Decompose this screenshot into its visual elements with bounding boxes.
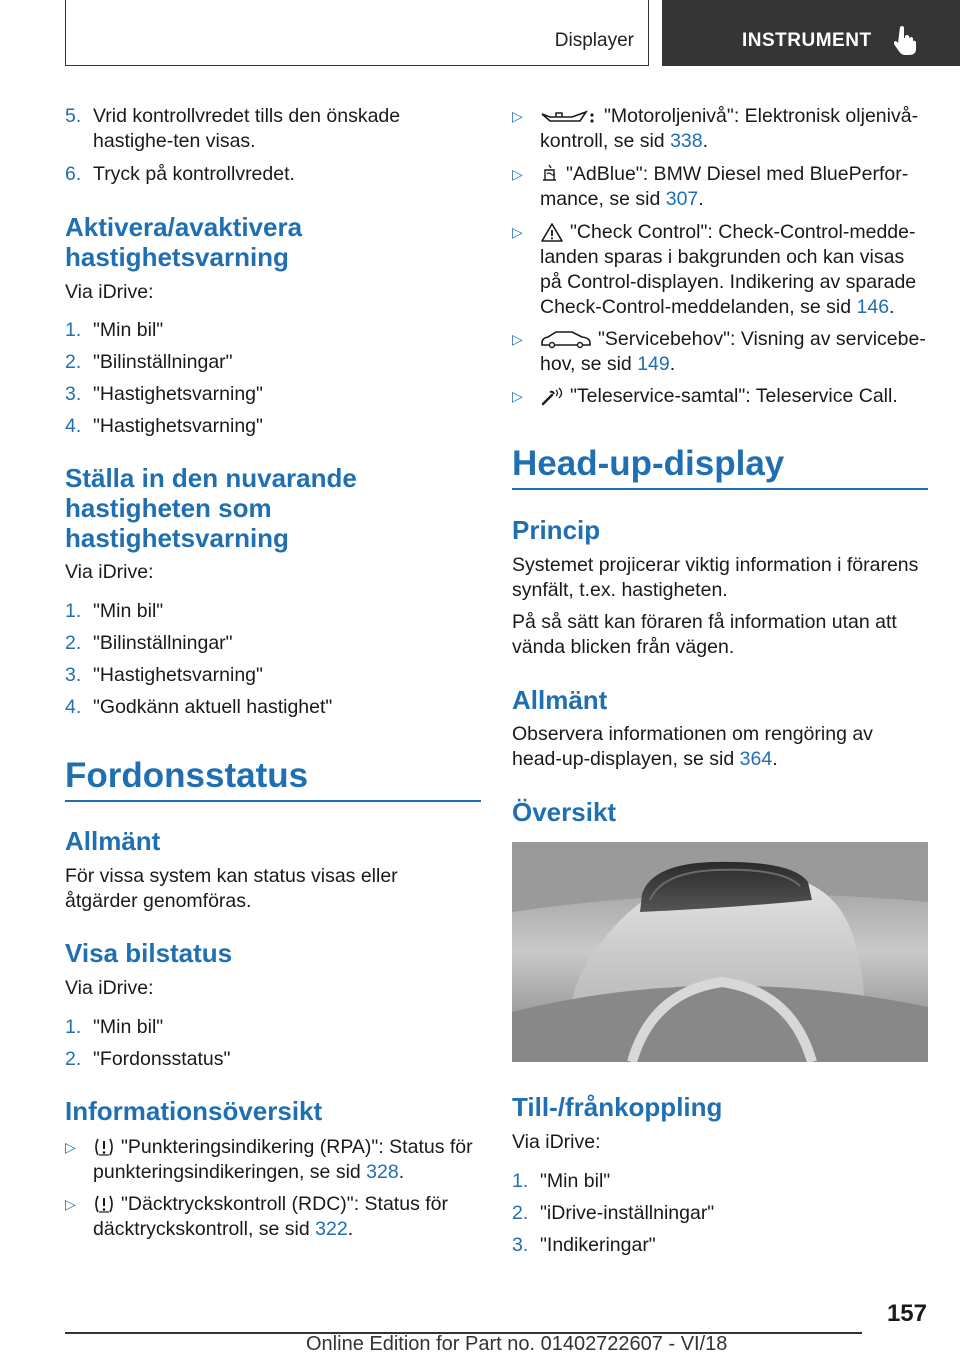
info-item-end: . — [347, 1218, 354, 1240]
info-item — [540, 220, 928, 320]
section-intro: Via iDrive: — [65, 977, 154, 999]
footer-edition: Online Edition for Part no. 01402722607 - VI/18 — [306, 1333, 728, 1355]
info-item-end: . — [398, 1161, 405, 1183]
section-text-body: Observera informationen om rengöring av head-up-displayen, se sid — [512, 723, 873, 770]
bullet-marker: ▷ — [512, 224, 523, 240]
step-text: "Indikeringar" — [540, 1234, 656, 1256]
header-section-title: Displayer — [554, 30, 634, 51]
step-text: "Hastighetsvarning" — [93, 383, 263, 405]
step-number: 3. — [65, 383, 82, 405]
service-car-icon — [540, 329, 592, 349]
heading-rule — [65, 800, 481, 802]
tire-warning-icon — [93, 1137, 115, 1157]
info-item-text: "Punkteringsindikering (RPA)": Status för punkteringsindikeringen, se sid — [93, 1136, 473, 1183]
step-text: "iDrive-inställningar" — [540, 1202, 715, 1224]
head-up-display-photo — [512, 842, 928, 1062]
section-text — [512, 722, 928, 772]
section-text: På så sätt kan föraren få information utan att vända blicken från vägen. — [512, 611, 897, 658]
info-item-text: "Motoroljenivå": Elektronisk oljenivå-kontroll, se sid — [540, 105, 919, 152]
section-text: För vissa system kan status visas eller åtgärder genomföras. — [65, 865, 398, 912]
oil-can-icon — [540, 108, 598, 126]
step-text: "Min bil" — [93, 600, 164, 622]
step-text: "Min bil" — [540, 1170, 611, 1192]
info-item — [540, 162, 928, 212]
step-number: 4. — [65, 415, 82, 437]
section-intro: Via iDrive: — [65, 561, 154, 583]
section-text: Systemet projicerar viktig information i förarens synfält, t.ex. hastigheten. — [512, 554, 919, 601]
info-item — [93, 1135, 481, 1185]
chapter-tab[interactable] — [662, 0, 960, 66]
heading-rule — [512, 488, 928, 490]
section-intro: Via iDrive: — [65, 281, 154, 303]
info-item-text: "Servicebehov": Visning av servicebe-hov, se sid — [540, 328, 926, 375]
step-text: "Bilinställningar" — [93, 632, 233, 654]
warning-triangle-icon — [540, 222, 564, 242]
bullet-marker: ▷ — [512, 388, 523, 404]
chapter-tab-label: INSTRUMENT — [742, 30, 872, 51]
bullet-marker: ▷ — [512, 108, 523, 124]
page-link[interactable]: 322 — [315, 1218, 348, 1240]
step-number: 1. — [65, 1016, 82, 1038]
step-text: "Godkänn aktuell hastighet" — [93, 696, 333, 718]
page-link[interactable]: 149 — [637, 353, 670, 375]
section-heading: Översikt — [512, 797, 617, 827]
section-heading: Ställa in den nuvarande hastigheten som hastighetsvarning — [65, 463, 357, 553]
info-item-text: "Teleservice-samtal": Teleservice Call. — [570, 385, 898, 407]
step-number: 4. — [65, 696, 82, 718]
step-text: "Bilinställningar" — [93, 351, 233, 373]
step-text: "Hastighetsvarning" — [93, 664, 263, 686]
bullet-marker: ▷ — [65, 1196, 76, 1212]
page-link[interactable]: 146 — [856, 296, 890, 318]
info-item-end: . — [698, 188, 704, 210]
adblue-icon — [540, 164, 560, 184]
bullet-marker: ▷ — [512, 166, 523, 182]
info-item-text: "Check Control": Check-Control-medde-landen sparas i bakgrunden och kan visas på Control-displayen. Indikering av sparade Check-Control-meddelanden, se sid — [540, 221, 917, 318]
pointing-hand-icon — [894, 25, 916, 55]
info-item-end: . — [889, 296, 895, 318]
bullet-marker: ▷ — [65, 1139, 76, 1155]
step-number: 3. — [512, 1234, 529, 1256]
info-item-text: "AdBlue": BMW Diesel med BluePerfor-mance, se sid — [540, 163, 909, 210]
step-number: 2. — [512, 1202, 529, 1224]
step-number: 1. — [65, 600, 82, 622]
step-number: 1. — [65, 319, 82, 341]
section-heading: Allmänt — [65, 826, 161, 856]
step-number: 1. — [512, 1170, 529, 1192]
step-text: Vrid kontrollvredet tills den önskade hastighe-ten visas. — [93, 105, 401, 152]
info-item-text: "Däcktryckskontroll (RDC)": Status för däcktryckskontroll, se sid — [93, 1193, 448, 1240]
step-text: Tryck på kontrollvredet. — [93, 163, 295, 185]
page-link[interactable]: 364 — [739, 748, 773, 770]
step-number: 3. — [65, 664, 82, 686]
section-heading: Till-/frånkoppling — [512, 1092, 723, 1122]
step-text: "Min bil" — [93, 319, 164, 341]
section-heading: Informationsöversikt — [65, 1096, 323, 1126]
info-item — [540, 104, 928, 154]
info-item-end: . — [702, 130, 709, 152]
section-heading: Visa bilstatus — [65, 938, 233, 968]
page-link[interactable]: 307 — [665, 188, 699, 210]
page-link[interactable]: 328 — [366, 1161, 399, 1183]
header-section-box — [65, 0, 649, 66]
step-text: "Hastighetsvarning" — [93, 415, 263, 437]
chapter-heading: Fordonsstatus — [65, 756, 309, 795]
info-item-end: . — [669, 353, 676, 375]
info-item — [540, 384, 928, 409]
step-text: "Fordonsstatus" — [93, 1048, 231, 1070]
section-heading: Princip — [512, 515, 601, 545]
section-heading: Allmänt — [512, 685, 608, 715]
step-number: 2. — [65, 351, 82, 373]
page-number: 157 — [886, 1300, 927, 1327]
step-number: 2. — [65, 632, 82, 654]
bullet-marker: ▷ — [512, 331, 523, 347]
step-number: 5. — [65, 105, 82, 127]
section-text-end: . — [772, 748, 778, 770]
info-item — [93, 1192, 481, 1242]
tire-warning-icon — [93, 1194, 115, 1214]
section-heading: Aktivera/avaktivera hastighetsvarning — [65, 212, 303, 272]
page-link[interactable]: 338 — [670, 130, 703, 152]
info-item — [540, 327, 928, 377]
step-text: "Min bil" — [93, 1016, 164, 1038]
wrench-signal-icon — [540, 386, 564, 406]
step-number: 6. — [65, 163, 82, 185]
chapter-heading: Head-up-display — [512, 444, 785, 483]
section-intro: Via iDrive: — [512, 1131, 601, 1153]
step-number: 2. — [65, 1048, 82, 1070]
